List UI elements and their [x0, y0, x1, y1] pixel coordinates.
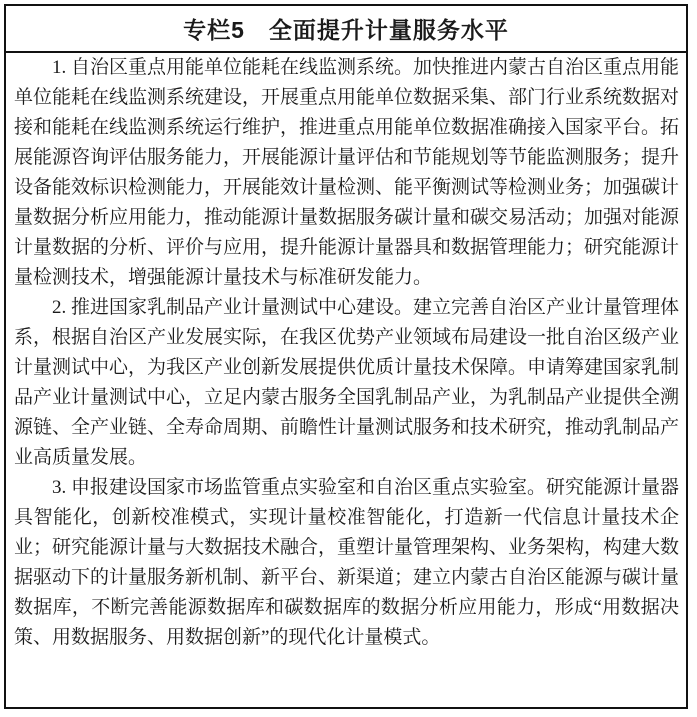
- paragraph-dairy-metrology-center: 2. 推进国家乳制品产业计量测试中心建设。建立完善自治区产业计量管理体系，根据自治区产业发展实际，在我区优势产业领域布局建设一批自治区级产业计量测试中心，为我区产业创新发展提供优质计量技术保障。申请筹建国家乳制品产业计量测试中心，立足内蒙古服务全国乳制品产业，为乳制品产业提供全溯源链、全产业链、全寿命周期、前瞻性计量测试服务和技术研究，推动乳制品产业高质量发展。: [14, 297, 680, 468]
- column-title: 专栏5 全面提升计量服务水平: [183, 17, 509, 43]
- document-body: [6, 53, 686, 653]
- document-frame: [4, 4, 688, 709]
- paragraph-energy-monitoring: 1. 自治区重点用能单位能耗在线监测系统。加快推进内蒙古自治区重点用能单位能耗在线监测系统建设，开展重点用能单位数据采集、部门行业系统数据对接和能耗在线监测系统运行维护，推进重点用能单位数据准确接入国家平台。拓展能源咨询评估服务能力，开展能源计量评估和节能规划等节能监测服务；提升设备能效标识检测能力，开展能效计量检测、能平衡测试等检测业务；加强碳计量数据分析应用能力，推动能源计量数据服务碳计量和碳交易活动；加强对能源计量数据的分析、评价与应用，提升能源计量器具和数据管理能力；研究能源计量检测技术，增强能源计量技术与标准研发能力。: [14, 57, 680, 288]
- column-title-bar: [6, 6, 686, 53]
- paragraph-key-laboratories: 3. 申报建设国家市场监管重点实验室和自治区重点实验室。研究能源计量器具智能化，创新校准模式，实现计量校准智能化，打造新一代信息计量技术企业；研究能源计量与大数据技术融合，重塑计量管理架构、业务架构，构建大数据驱动下的计量服务新机制、新平台、新渠道；建立内蒙古自治区能源与碳计量数据库，不断完善能源数据库和碳数据库的数据分析应用能力，形成“用数据决策、用数据服务、用数据创新”的现代化计量模式。: [14, 477, 680, 648]
